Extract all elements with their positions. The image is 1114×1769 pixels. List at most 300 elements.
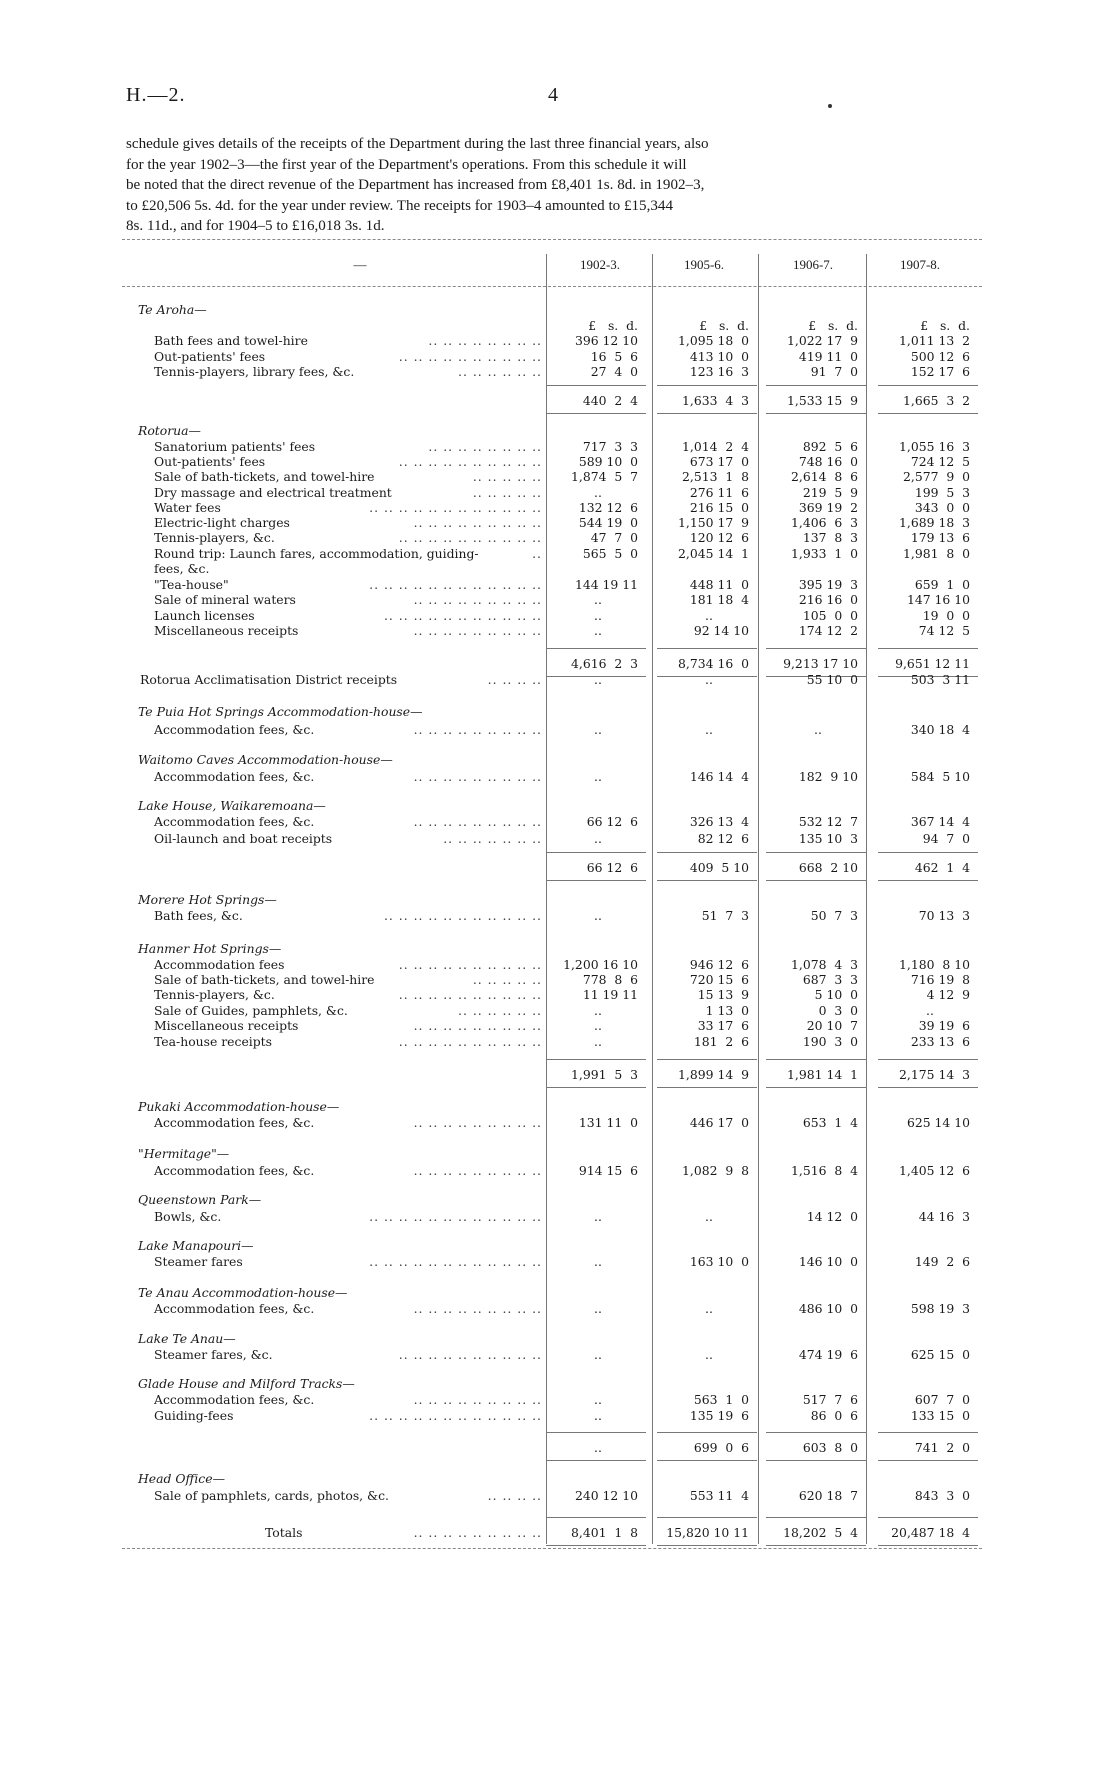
table-top-rule <box>122 239 982 240</box>
subtotal-rule <box>766 1517 866 1518</box>
row-label: Out-patients' fees <box>154 454 266 469</box>
amount-cell: 1,899 14 9 <box>678 1067 749 1082</box>
dot-leaders: .. .. .. .. <box>487 1488 542 1503</box>
row-label: Oil-launch and boat receipts <box>154 831 333 846</box>
amount-cell: 1,991 5 3 <box>571 1067 638 1082</box>
amount-cell: 1,406 6 3 <box>791 515 858 530</box>
amount-cell: .. <box>705 608 713 623</box>
subtotal-rule <box>766 413 866 414</box>
subtotal-rule <box>546 880 646 881</box>
subtotal-rule <box>657 1087 757 1088</box>
amount-cell: .. <box>814 722 822 737</box>
amount-cell: 135 10 3 <box>798 831 858 846</box>
row-label: Sale of pamphlets, cards, photos, &c. <box>154 1488 389 1503</box>
amount-cell: 33 17 6 <box>697 1018 749 1033</box>
amount-cell: 413 10 0 <box>689 349 749 364</box>
amount-cell: 409 5 10 <box>689 860 749 875</box>
column-header: 1905-6. <box>683 257 725 272</box>
amount-cell: .. <box>594 908 602 923</box>
amount-cell: .. <box>705 1209 713 1224</box>
amount-cell: 39 19 6 <box>918 1018 970 1033</box>
amount-cell: 133 15 0 <box>910 1408 970 1423</box>
row-label: Accommodation fees, &c. <box>154 769 315 784</box>
amount-cell: 27 4 0 <box>590 364 638 379</box>
amount-cell: 603 8 0 <box>802 1440 858 1455</box>
dot-leaders: .. .. .. .. .. .. .. .. .. .. .. <box>383 608 542 623</box>
amount-cell: 598 19 3 <box>910 1301 970 1316</box>
subtotal-rule <box>657 1517 757 1518</box>
amount-cell: 120 12 6 <box>689 530 749 545</box>
subtotal-rule <box>766 852 866 853</box>
subtotal-rule <box>878 1087 978 1088</box>
row-label: Pukaki Accommodation-house— <box>138 1099 340 1114</box>
amount-cell: 2,513 1 8 <box>682 469 749 484</box>
amount-cell: 1,689 18 3 <box>899 515 970 530</box>
row-label: Glade House and Milford Tracks— <box>138 1376 355 1391</box>
amount-cell: 94 7 0 <box>922 831 970 846</box>
dot-leaders: .. .. .. .. .. .. .. .. .. .. .. <box>383 908 542 923</box>
amount-cell: 20 10 7 <box>806 1018 858 1033</box>
amount-cell: 367 14 4 <box>910 814 970 829</box>
subtotal-rule <box>878 852 978 853</box>
amount-cell: .. <box>594 1209 602 1224</box>
dot-leaders: .. .. .. .. .. .. .. .. .. <box>413 1392 542 1407</box>
amount-cell: .. <box>594 1003 602 1018</box>
dot-leaders: .. .. .. .. .. .. .. .. .. <box>413 1018 542 1033</box>
amount-cell: 1,633 4 3 <box>682 393 749 408</box>
row-label: Rotorua Acclimatisation District receipts <box>140 672 398 687</box>
amount-cell: 687 3 3 <box>802 972 858 987</box>
amount-cell: 50 7 3 <box>810 908 858 923</box>
amount-cell: 18,202 5 4 <box>783 1525 858 1540</box>
amount-cell: 55 10 0 <box>806 672 858 687</box>
row-label: Sale of bath-tickets, and towel-hire <box>154 469 375 484</box>
amount-cell: 717 3 3 <box>582 439 638 454</box>
amount-cell: 2,045 14 1 <box>678 546 749 561</box>
column-header: 1906-7. <box>792 257 834 272</box>
amount-cell: 1,665 3 2 <box>903 393 970 408</box>
amount-cell: 44 16 3 <box>918 1209 970 1224</box>
amount-cell: 20,487 18 4 <box>891 1525 970 1540</box>
amount-cell: 219 5 9 <box>802 485 858 500</box>
amount-cell: 1,200 16 10 <box>563 957 638 972</box>
amount-cell: 741 2 0 <box>914 1440 970 1455</box>
amount-cell: .. <box>926 1003 934 1018</box>
dot-leaders: .. .. .. .. .. .. .. .. .. .. .. .. <box>369 1254 542 1269</box>
subtotal-rule <box>766 1087 866 1088</box>
row-label: Accommodation fees, &c. <box>154 1301 315 1316</box>
amount-cell: 66 12 6 <box>586 814 638 829</box>
dot-leaders: .. .. .. .. .. .. .. .. .. .. .. .. <box>369 1408 542 1423</box>
row-label: Sale of bath-tickets, and towel-hire <box>154 972 375 987</box>
amount-cell: 174 12 2 <box>798 623 858 638</box>
amount-cell: 1,533 15 9 <box>787 393 858 408</box>
subtotal-rule <box>546 648 646 649</box>
amount-cell: 620 18 7 <box>798 1488 858 1503</box>
amount-cell: 668 2 10 <box>798 860 858 875</box>
row-label: "Tea-house" <box>154 577 229 592</box>
amount-cell: 132 12 6 <box>578 500 638 515</box>
row-label: Miscellaneous receipts <box>154 623 299 638</box>
dot-leaders: .. .. .. .. .. .. .. .. .. .. <box>398 454 542 469</box>
amount-cell: 51 7 3 <box>701 908 749 923</box>
amount-cell: 607 7 0 <box>914 1392 970 1407</box>
subtotal-rule <box>546 1545 646 1546</box>
dot-leaders: .. .. .. .. .. <box>472 485 542 500</box>
subtotal-rule <box>878 648 978 649</box>
amount-cell: 5 10 0 <box>814 987 858 1002</box>
subtotal-rule <box>657 1460 757 1461</box>
amount-cell: .. <box>594 769 602 784</box>
row-label: Miscellaneous receipts <box>154 1018 299 1033</box>
amount-cell: 892 5 6 <box>802 439 858 454</box>
subtotal-rule <box>878 1432 978 1433</box>
stray-mark <box>828 104 832 108</box>
amount-cell: 14 12 0 <box>806 1209 858 1224</box>
amount-cell: 653 1 4 <box>802 1115 858 1130</box>
page-number: 4 <box>548 84 558 106</box>
row-label: Round trip: Launch fares, accommodation, guiding- <box>154 546 479 561</box>
row-label: Accommodation fees, &c. <box>154 814 315 829</box>
amount-cell: 448 11 0 <box>689 577 749 592</box>
amount-cell: 946 12 6 <box>689 957 749 972</box>
row-label: Tennis-players, &c. <box>154 530 275 545</box>
column-header: 1907-8. <box>899 257 941 272</box>
amount-cell: 1,933 1 0 <box>791 546 858 561</box>
subtotal-rule <box>766 385 866 386</box>
amount-cell: 843 3 0 <box>914 1488 970 1503</box>
amount-cell: 720 15 6 <box>689 972 749 987</box>
amount-cell: 47 7 0 <box>590 530 638 545</box>
amount-cell: 659 1 0 <box>914 577 970 592</box>
amount-cell: 15 13 9 <box>697 987 749 1002</box>
amount-cell: 563 1 0 <box>693 1392 749 1407</box>
amount-cell: 216 15 0 <box>689 500 749 515</box>
subtotal-rule <box>766 1460 866 1461</box>
amount-cell: 74 12 5 <box>918 623 970 638</box>
row-label: Accommodation fees, &c. <box>154 1392 315 1407</box>
amount-cell: 446 17 0 <box>689 1115 749 1130</box>
row-label: Guiding-fees <box>154 1408 234 1423</box>
intro-line: to £20,506 5s. 4d. for the year under review. The receipts for 1903–4 amounted to £15,344 <box>126 197 674 214</box>
amount-cell: 1,095 18 0 <box>678 333 749 348</box>
amount-cell: .. <box>594 623 602 638</box>
subtotal-rule <box>878 1517 978 1518</box>
dot-leaders: .. .. .. .. .. .. .. .. .. <box>413 1115 542 1130</box>
row-label: Bath fees and towel-hire <box>154 333 308 348</box>
amount-cell: .. <box>705 1301 713 1316</box>
dot-leaders: .. .. .. .. .. .. .. .. .. .. <box>398 1034 542 1049</box>
dot-leaders: .. .. .. .. .. .. .. .. .. .. <box>398 957 542 972</box>
subtotal-rule <box>657 413 757 414</box>
amount-cell: 503 3 11 <box>910 672 970 687</box>
amount-cell: 716 19 8 <box>910 972 970 987</box>
amount-cell: .. <box>594 608 602 623</box>
dot-leaders: .. .. .. .. .. .. .. .. .. .. <box>398 987 542 1002</box>
subtotal-rule <box>546 1517 646 1518</box>
amount-cell: 181 18 4 <box>689 592 749 607</box>
row-label: Accommodation fees, &c. <box>154 1115 315 1130</box>
row-label: Tennis-players, &c. <box>154 987 275 1002</box>
subtotal-rule <box>878 413 978 414</box>
amount-cell: 340 18 4 <box>910 722 970 737</box>
column-rule <box>866 254 867 1544</box>
dot-leaders: .. .. .. .. .. .. .. .. .. <box>413 1301 542 1316</box>
row-label: Out-patients' fees <box>154 349 266 364</box>
subtotal-rule <box>546 852 646 853</box>
dot-leaders: .. .. .. .. .. .. .. .. .. <box>413 722 542 737</box>
subtotal-rule <box>546 1432 646 1433</box>
intro-paragraph <box>126 134 982 237</box>
row-label: Lake Manapouri— <box>138 1238 254 1253</box>
amount-cell: 276 11 6 <box>689 485 749 500</box>
amount-cell: .. <box>594 1301 602 1316</box>
amount-cell: 462 1 4 <box>914 860 970 875</box>
amount-cell: 16 5 6 <box>590 349 638 364</box>
row-label: Queenstown Park— <box>138 1192 262 1207</box>
currency-header: £ s. d. <box>699 318 749 333</box>
row-label: Morere Hot Springs— <box>138 892 277 907</box>
amount-cell: 92 14 10 <box>693 623 749 638</box>
dot-leaders: .. .. .. .. <box>487 672 542 687</box>
amount-cell: 179 13 6 <box>910 530 970 545</box>
row-label: Accommodation fees, &c. <box>154 722 315 737</box>
dot-leaders: .. .. .. .. .. .. .. .. .. <box>413 814 542 829</box>
amount-cell: 589 10 0 <box>578 454 638 469</box>
dot-leaders: .. .. .. .. .. .. .. .. .. .. .. .. <box>369 1209 542 1224</box>
amount-cell: 486 10 0 <box>798 1301 858 1316</box>
amount-cell: 86 0 6 <box>810 1408 858 1423</box>
amount-cell: 1,516 8 4 <box>791 1163 858 1178</box>
amount-cell: .. <box>594 722 602 737</box>
amount-cell: 474 19 6 <box>798 1347 858 1362</box>
amount-cell: .. <box>594 1392 602 1407</box>
amount-cell: 70 13 3 <box>918 908 970 923</box>
intro-line: for the year 1902–3—the first year of the Department's operations. From this schedule it will <box>126 156 687 173</box>
subtotal-rule <box>546 385 646 386</box>
amount-cell: .. <box>594 485 602 500</box>
amount-cell: .. <box>594 592 602 607</box>
row-label: Rotorua— <box>138 423 201 438</box>
amount-cell: 131 11 0 <box>578 1115 638 1130</box>
amount-cell: 146 14 4 <box>689 769 749 784</box>
amount-cell: .. <box>594 831 602 846</box>
amount-cell: 778 8 6 <box>582 972 638 987</box>
amount-cell: .. <box>594 1018 602 1033</box>
table-head-rule <box>122 286 982 287</box>
row-label: Te Anau Accommodation-house— <box>138 1285 348 1300</box>
dot-leaders: .. .. .. .. .. .. .. .. .. <box>413 592 542 607</box>
subtotal-rule <box>546 1460 646 1461</box>
amount-cell: 1,405 12 6 <box>899 1163 970 1178</box>
amount-cell: 2,175 14 3 <box>899 1067 970 1082</box>
row-label: Water fees <box>154 500 221 515</box>
subtotal-rule <box>546 413 646 414</box>
amount-cell: 19 0 0 <box>922 608 970 623</box>
amount-cell: 91 7 0 <box>810 364 858 379</box>
amount-cell: 748 16 0 <box>798 454 858 469</box>
amount-cell: 914 15 6 <box>578 1163 638 1178</box>
amount-cell: 396 12 10 <box>574 333 638 348</box>
subtotal-rule <box>657 852 757 853</box>
stub-header: — <box>353 257 367 272</box>
amount-cell: .. <box>594 672 602 687</box>
amount-cell: 565 5 0 <box>582 546 638 561</box>
amount-cell: 1,082 9 8 <box>682 1163 749 1178</box>
amount-cell: 4 12 9 <box>926 987 970 1002</box>
row-label: Bowls, &c. <box>154 1209 222 1224</box>
amount-cell: 1,180 8 10 <box>899 957 970 972</box>
amount-cell: 233 13 6 <box>910 1034 970 1049</box>
subtotal-rule <box>657 385 757 386</box>
dot-leaders: .. .. .. .. .. <box>472 972 542 987</box>
amount-cell: 1,055 16 3 <box>899 439 970 454</box>
amount-cell: 1,981 8 0 <box>903 546 970 561</box>
dot-leaders: .. .. .. .. .. .. .. .. .. .. .. .. <box>369 577 542 592</box>
intro-line: schedule gives details of the receipts of the Department during the last three financial years, also <box>126 136 709 152</box>
amount-cell: 181 2 6 <box>693 1034 749 1049</box>
amount-cell: 1,981 14 1 <box>787 1067 858 1082</box>
subtotal-rule <box>546 1087 646 1088</box>
row-label: "Hermitage"— <box>138 1146 230 1161</box>
amount-cell: 1,022 17 9 <box>787 333 858 348</box>
amount-cell: 724 12 5 <box>910 454 970 469</box>
dot-leaders: .. .. .. .. .. .. <box>458 1003 542 1018</box>
row-label: Dry massage and electrical treatment <box>154 485 392 500</box>
row-label: Lake House, Waikaremoana— <box>138 798 326 813</box>
dot-leaders: .. <box>532 546 542 561</box>
row-label: Hanmer Hot Springs— <box>138 941 282 956</box>
row-label: Accommodation fees <box>154 957 285 972</box>
amount-cell: 532 12 7 <box>798 814 858 829</box>
dot-leaders: .. .. .. .. .. .. .. .. .. <box>413 1525 542 1540</box>
dot-leaders: .. .. .. .. .. .. .. .. .. <box>413 769 542 784</box>
amount-cell: 500 12 6 <box>910 349 970 364</box>
column-header: 1902-3. <box>579 257 621 272</box>
amount-cell: .. <box>594 1408 602 1423</box>
amount-cell: 1,874 5 7 <box>571 469 638 484</box>
report-code: H.—2. <box>126 84 186 106</box>
currency-header: £ s. d. <box>920 318 970 333</box>
amount-cell: 8,401 1 8 <box>571 1525 638 1540</box>
amount-cell: 9,213 17 10 <box>783 656 858 671</box>
row-label: Head Office— <box>138 1471 225 1486</box>
amount-cell: 146 10 0 <box>798 1254 858 1269</box>
amount-cell: 2,577 9 0 <box>903 469 970 484</box>
amount-cell: .. <box>594 1034 602 1049</box>
table-bottom-rule <box>122 1548 982 1549</box>
subtotal-rule <box>766 1545 866 1546</box>
row-label: Steamer fares <box>154 1254 243 1269</box>
amount-cell: 625 15 0 <box>910 1347 970 1362</box>
row-label: Te Puia Hot Springs Accommodation-house— <box>138 704 423 719</box>
dot-leaders: .. .. .. .. .. .. .. .. .. <box>413 515 542 530</box>
amount-cell: 163 10 0 <box>689 1254 749 1269</box>
subtotal-rule <box>657 1059 757 1060</box>
amount-cell: 517 7 6 <box>802 1392 858 1407</box>
subtotal-rule <box>878 1460 978 1461</box>
dot-leaders: .. .. .. .. .. .. .. .. .. <box>413 1163 542 1178</box>
amount-cell: 4,616 2 3 <box>571 656 638 671</box>
amount-cell: 123 16 3 <box>689 364 749 379</box>
amount-cell: .. <box>705 722 713 737</box>
amount-cell: 8,734 16 0 <box>678 656 749 671</box>
dot-leaders: .. .. .. .. .. <box>472 469 542 484</box>
currency-header: £ s. d. <box>808 318 858 333</box>
amount-cell: 419 11 0 <box>798 349 858 364</box>
row-label: Lake Te Anau— <box>138 1331 236 1346</box>
amount-cell: 0 3 0 <box>818 1003 858 1018</box>
amount-cell: 182 9 10 <box>798 769 858 784</box>
subtotal-rule <box>657 880 757 881</box>
dot-leaders: .. .. .. .. .. .. .. .. .. .. <box>398 530 542 545</box>
row-label: Accommodation fees, &c. <box>154 1163 315 1178</box>
amount-cell: 584 5 10 <box>910 769 970 784</box>
subtotal-rule <box>657 1545 757 1546</box>
amount-cell: 15,820 10 11 <box>666 1525 749 1540</box>
subtotal-rule <box>766 880 866 881</box>
amount-cell: 147 16 10 <box>906 592 970 607</box>
row-label: Launch licenses <box>154 608 255 623</box>
intro-line: be noted that the direct revenue of the Department has increased from £8,401 1s. 8d. in 1902–3, <box>126 177 705 193</box>
row-label: fees, &c. <box>154 561 210 576</box>
amount-cell: 553 11 4 <box>689 1488 749 1503</box>
amount-cell: 673 17 0 <box>689 454 749 469</box>
amount-cell: .. <box>705 1347 713 1362</box>
amount-cell: 343 0 0 <box>914 500 970 515</box>
row-label: Tennis-players, library fees, &c. <box>154 364 355 379</box>
subtotal-rule <box>657 648 757 649</box>
dot-leaders: .. .. .. .. .. .. .. <box>443 831 542 846</box>
dot-leaders: .. .. .. .. .. .. .. .. <box>428 333 542 348</box>
amount-cell: 1,078 4 3 <box>791 957 858 972</box>
row-label: Totals <box>265 1525 303 1540</box>
dot-leaders: .. .. .. .. .. .. <box>458 364 542 379</box>
amount-cell: 1,011 13 2 <box>899 333 970 348</box>
row-label: Tea-house receipts <box>154 1034 273 1049</box>
amount-cell: 326 13 4 <box>689 814 749 829</box>
row-label: Sale of mineral waters <box>154 592 296 607</box>
amount-cell: 144 19 11 <box>574 577 638 592</box>
amount-cell: 135 19 6 <box>689 1408 749 1423</box>
amount-cell: 625 14 10 <box>906 1115 970 1130</box>
row-label: Waitomo Caves Accommodation-house— <box>138 752 393 767</box>
currency-header: £ s. d. <box>588 318 638 333</box>
amount-cell: 699 0 6 <box>693 1440 749 1455</box>
intro-line: 8s. 11d., and for 1904–5 to £16,018 3s. 1d. <box>126 218 385 234</box>
dot-leaders: .. .. .. .. .. .. .. .. .. .. <box>398 349 542 364</box>
amount-cell: 137 8 3 <box>802 530 858 545</box>
amount-cell: .. <box>705 672 713 687</box>
subtotal-rule <box>766 648 866 649</box>
amount-cell: 149 2 6 <box>914 1254 970 1269</box>
amount-cell: 544 19 0 <box>578 515 638 530</box>
amount-cell: 2,614 8 6 <box>791 469 858 484</box>
subtotal-rule <box>878 880 978 881</box>
row-label: Sanatorium patients' fees <box>154 439 316 454</box>
subtotal-rule <box>766 1059 866 1060</box>
amount-cell: .. <box>594 1347 602 1362</box>
row-label: Electric-light charges <box>154 515 290 530</box>
dot-leaders: .. .. .. .. .. .. .. .. <box>428 439 542 454</box>
row-label: Steamer fares, &c. <box>154 1347 273 1362</box>
subtotal-rule <box>546 1059 646 1060</box>
amount-cell: 369 19 2 <box>798 500 858 515</box>
amount-cell: 66 12 6 <box>586 860 638 875</box>
amount-cell: 199 5 3 <box>914 485 970 500</box>
amount-cell: 105 0 0 <box>802 608 858 623</box>
subtotal-rule <box>657 1432 757 1433</box>
